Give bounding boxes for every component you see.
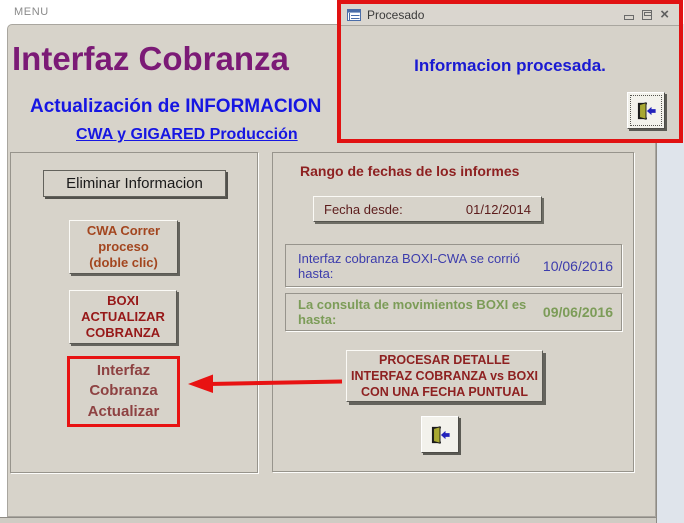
dialog-procesado	[341, 4, 679, 139]
procesar-button-line3: CON UNA FECHA PUNTUAL	[360, 385, 529, 400]
boxi-actualizar-cobranza-button[interactable]	[69, 290, 177, 344]
dialog-body	[341, 26, 679, 139]
annotation-red-box-dialog	[337, 0, 683, 143]
consulta-boxi-status-label: La consulta de movimientos BOXI es hasta:	[298, 297, 527, 327]
dialog-title: Procesado	[367, 7, 425, 22]
procesar-button-line1: PROCESAR DETALLE	[378, 352, 511, 367]
dialog-message: Informacion procesada.	[414, 56, 606, 75]
cwa-button-line2: proceso	[98, 238, 149, 254]
eliminar-informacion-button[interactable]	[43, 170, 226, 197]
consulta-boxi-status-box	[285, 293, 622, 331]
consulta-boxi-status-date: 09/06/2016	[542, 304, 613, 320]
window-bottom-edge	[0, 517, 656, 523]
boxi-button-line1: BOXI	[107, 292, 139, 308]
exit-door-icon	[429, 425, 451, 445]
interfaz-label-line3: Actualizar	[87, 402, 160, 420]
minimize-icon[interactable]	[624, 15, 634, 20]
page-title: Interfaz Cobranza	[12, 40, 289, 77]
cwa-button-line1: CWA Correr	[86, 222, 161, 238]
dialog-window-controls	[624, 5, 669, 23]
interfaz-label-line1: Interfaz	[96, 362, 151, 380]
procesar-button-line2: INTERFAZ COBRANZA vs BOXI	[350, 368, 539, 383]
rango-fechas-heading: Rango de fechas de los informes	[300, 163, 520, 179]
boxi-button-line2: ACTUALIZAR	[81, 308, 165, 324]
page-subtitle-link[interactable]: CWA y GIGARED Producción	[76, 126, 298, 143]
fecha-desde-value: 01/12/2014	[465, 201, 531, 217]
page-subtitle: Actualización de INFORMACION	[30, 96, 322, 117]
exit-door-icon	[635, 101, 657, 121]
form-window-icon	[347, 9, 361, 21]
eliminar-informacion-label: Eliminar Informacion	[66, 175, 203, 192]
boxi-cwa-status-date: 10/06/2016	[542, 257, 613, 274]
boxi-cwa-status-label: Interfaz cobranza BOXI-CWA se corrió hasta:	[298, 250, 521, 281]
dialog-titlebar	[341, 4, 679, 26]
fecha-desde-label: Fecha desde:	[324, 201, 403, 217]
cwa-button-line3: (doble clic)	[89, 255, 158, 271]
tab-menu[interactable]: MENU	[14, 6, 49, 18]
close-form-button[interactable]	[421, 416, 459, 453]
annotation-red-box-interfaz	[67, 356, 180, 427]
interfaz-label-line2: Cobranza	[89, 382, 158, 400]
fecha-desde-field[interactable]	[313, 196, 542, 222]
restore-icon[interactable]	[642, 10, 652, 20]
boxi-button-line3: COBRANZA	[85, 325, 161, 341]
interfaz-cobranza-actualizar-label[interactable]	[88, 361, 160, 422]
procesar-detalle-button[interactable]	[346, 350, 543, 402]
close-icon[interactable]: ×	[660, 5, 669, 23]
cwa-correr-proceso-button[interactable]	[69, 220, 178, 274]
boxi-cwa-status-box	[285, 244, 622, 287]
dialog-close-form-button[interactable]	[627, 92, 665, 129]
